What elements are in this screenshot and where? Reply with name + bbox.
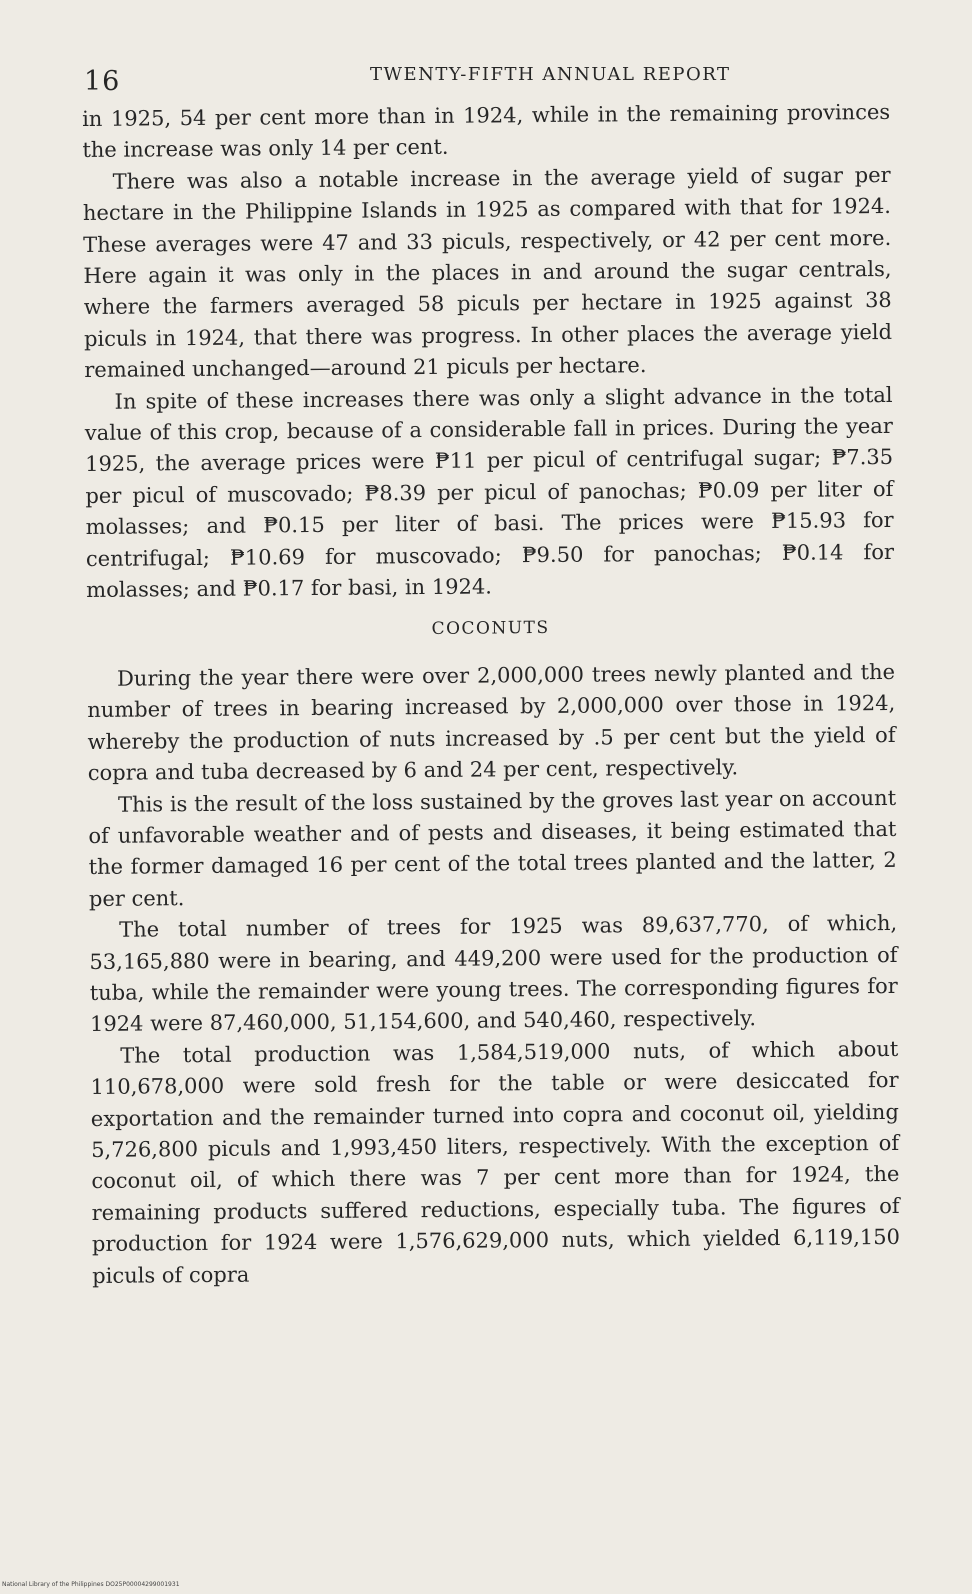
- paragraph: In spite of these increases there was only a slight advance in the total value of this crop, because of a considerable fall in prices. During the year 1925, the average prices were ₱11 per picul of centrifugal sugar; ₱7.35 per picul of muscovado; ₱8.39 per picul of panochas; ₱0.09 per liter of molasses; and ₱0.15 per liter of basi. The prices were ₱15.93 for centrifugal; ₱10.69 for muscovado; ₱9.50 for panochas; ₱0.14 for molasses; and ₱0.17 for basi, in 1924.: [84, 382, 895, 603]
- paragraph: in 1925, 54 per cent more than in 1924, while in the remaining provinces the increase was only 14 per cent.: [82, 99, 891, 163]
- page-number: 16: [84, 66, 121, 97]
- running-title: TWENTY-FIFTH ANNUAL REPORT: [370, 64, 731, 85]
- body-text: [82, 97, 900, 1292]
- paragraph: During the year there were over 2,000,000 trees newly planted and the number of trees in bearing increased by 2,000,000 over those in 1924, whereby the production of nuts increased by .5 per cent but the yield of copra and tuba decreased by 6 and 24 per cent, respectively.: [87, 659, 896, 786]
- footer-credit: National Library of the Philippines DO25P00004299001931: [2, 1581, 180, 1588]
- paragraph: This is the result of the loss sustained by the groves last year on account of unfavorable weather and of pests and diseases, it being estimated that the former damaged 16 per cent of the total trees planted and the latter, 2 per cent.: [88, 785, 897, 911]
- section-heading: COCONUTS: [431, 617, 550, 639]
- paragraph: There was also a notable increase in the average yield of sugar per hectare in the Philippine Islands in 1925 as compared with that for 1924. These averages were 47 and 33 piculs, respectively, or 42 per cent more. Here again it was only in the places in and around the sugar centrals, where the farmers averaged 58 piculs per hectare in 1925 against 38 piculs in 1924, that there was progress. In other places the average yield remained unchanged—around 21 piculs per hectare.: [82, 162, 893, 383]
- paragraph: The total production was 1,584,519,000 nuts, of which about 110,678,000 were sold fresh for the table or were desiccated for exportation and the remainder turned into copra and coconut oil, yielding 5,726,800 piculs and 1,993,450 liters, respectively. With the exception of coconut oil, of which there was 7 per cent more than for 1924, the remaining products suffered reductions, especially tuba. The figures of production for 1924 were 1,576,629,000 nuts, which yielded 6,119,150 piculs of copra: [90, 1036, 901, 1288]
- paragraph: The total number of trees for 1925 was 89,637,770, of which, 53,165,880 were in bearing, and 449,200 were used for the production of tuba, while the remainder were young trees. The corresponding figures for 1924 were 87,460,000, 51,154,600, and 540,460, respectively.: [89, 911, 898, 1037]
- page-header: [80, 58, 890, 98]
